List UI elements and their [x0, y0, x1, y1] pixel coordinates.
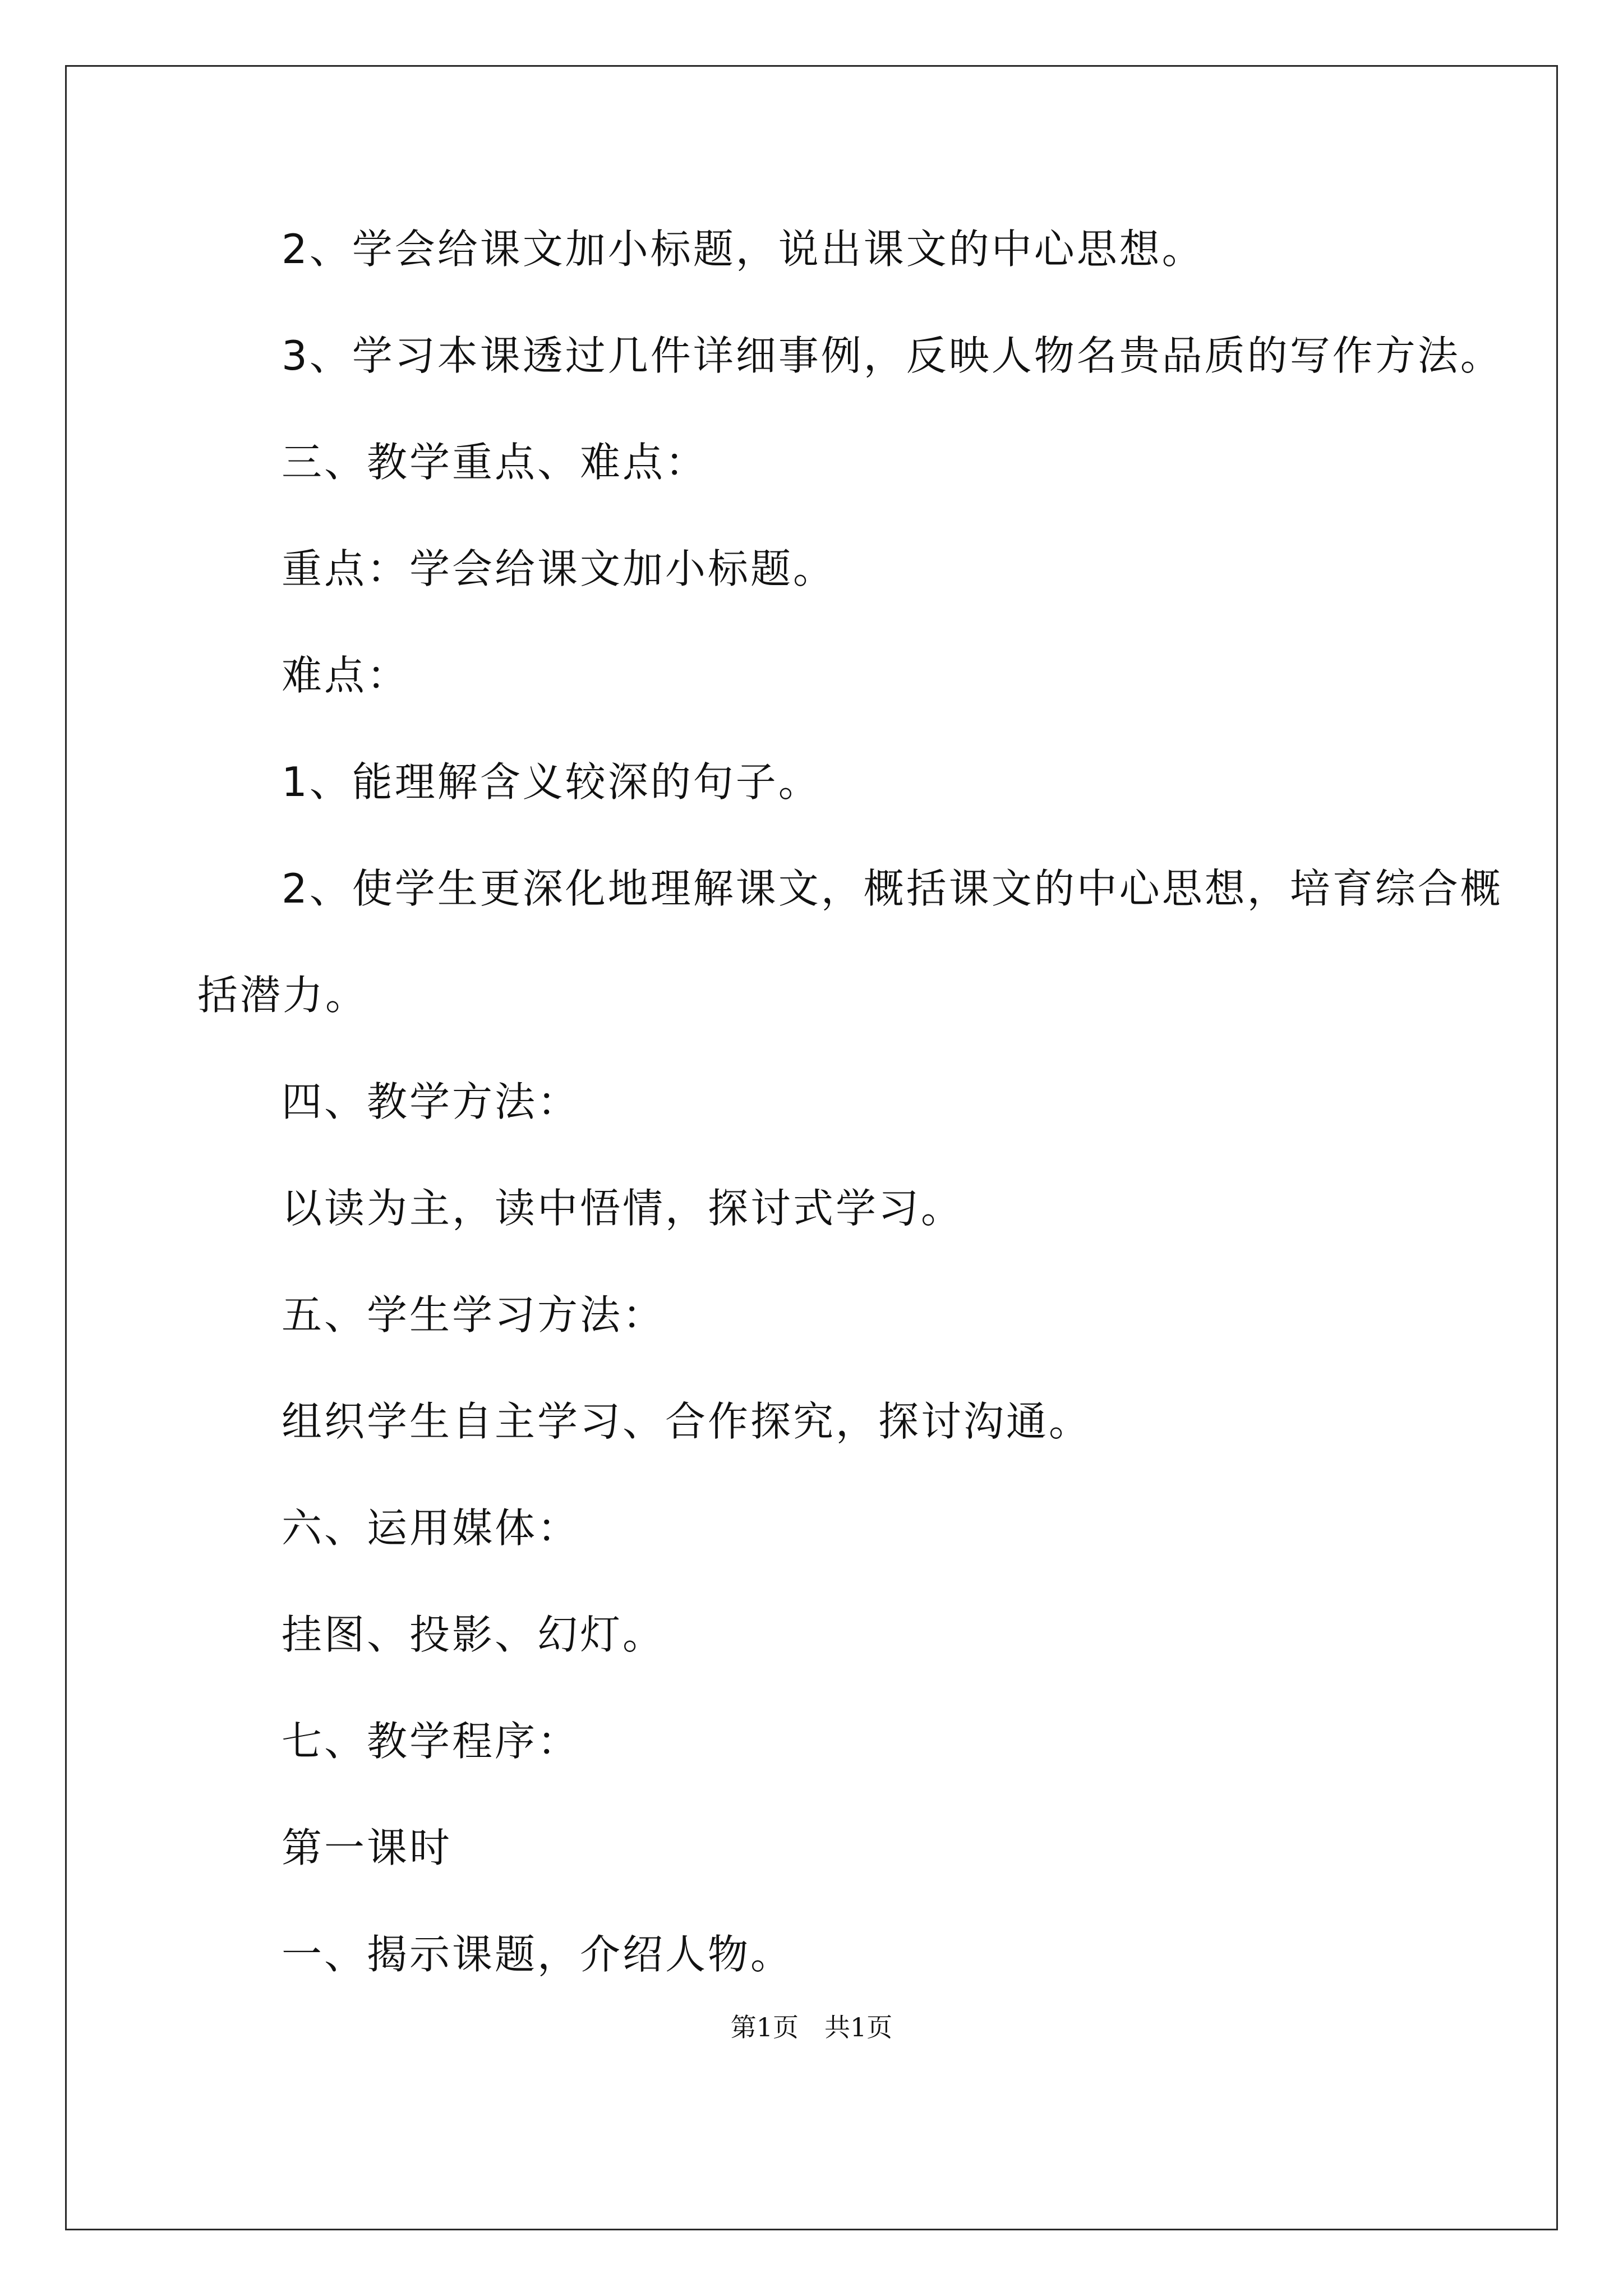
paragraph-line: 组织学生自主学习、合作探究，探讨沟通。 [282, 1398, 1092, 1445]
page-border [65, 65, 1558, 2230]
section-heading: 四、教学方法： [282, 1078, 580, 1125]
paragraph-line: 3、学习本课透过几件详细事例，反映人物名贵品质的写作方法。 [282, 332, 1503, 379]
paragraph-line: 2、使学生更深化地理解课文，概括课文的中心思想，培育综合概 [282, 865, 1503, 912]
paragraph-line: 难点： [282, 652, 410, 699]
paragraph-line-continued: 括潜力。 [197, 972, 368, 1019]
paragraph-line: 2、学会给课文加小标题，说出课文的中心思想。 [282, 226, 1205, 273]
page-number: 第1页 共1页 [730, 2012, 893, 2042]
section-heading: 七、教学程序： [282, 1718, 580, 1765]
section-heading: 一、揭示课题，介绍人物。 [282, 1931, 794, 1978]
paragraph-line: 重点：学会给课文加小标题。 [282, 545, 836, 592]
section-heading: 五、学生学习方法： [282, 1291, 666, 1338]
paragraph-line: 1、能理解含义较深的句子。 [282, 758, 821, 806]
paragraph-line: 挂图、投影、幻灯。 [282, 1611, 666, 1658]
paragraph-line: 以读为主，读中悟情，探讨式学习。 [282, 1185, 964, 1232]
paragraph-line: 第一课时 [282, 1824, 453, 1871]
section-heading: 三、教学重点、难点： [282, 439, 708, 486]
section-heading: 六、运用媒体： [282, 1504, 580, 1552]
